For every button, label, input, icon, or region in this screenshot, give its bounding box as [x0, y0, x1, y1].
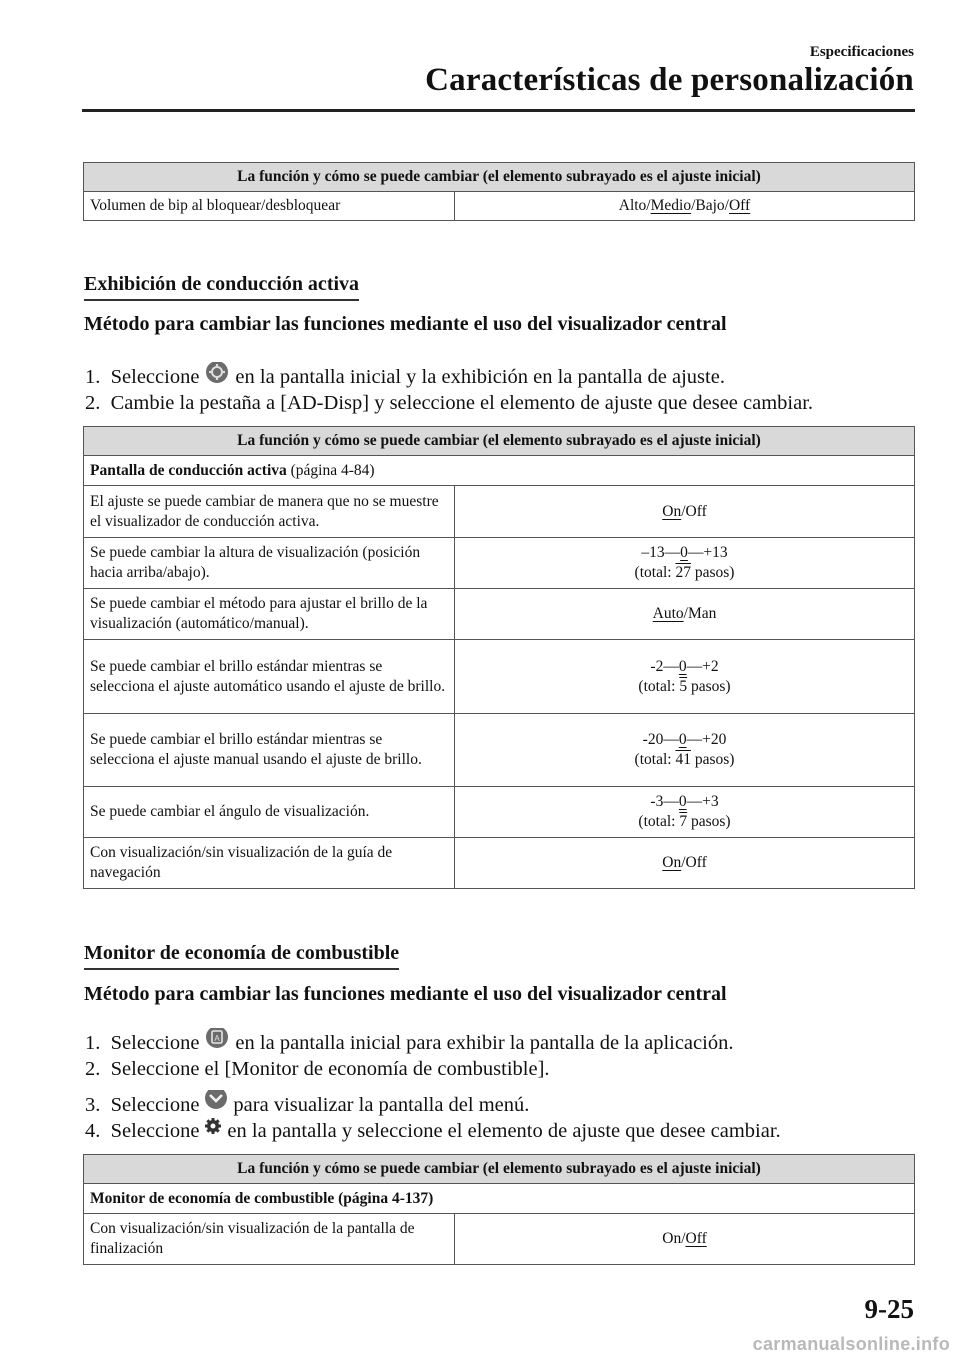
row-label: Volumen de bip al bloquear/desbloquear: [84, 192, 455, 221]
step-2: 2. Seleccione el [Monitor de economía de combustible].: [85, 1058, 550, 1080]
table-row-desc: Se puede cambiar la altura de visualización (posición hacia arriba/abajo).: [84, 538, 455, 589]
table-row-desc: Se puede cambiar el ángulo de visualización.: [84, 787, 455, 838]
settings-gear-icon: [202, 362, 232, 392]
step-1: 1. Seleccione en la pantalla inicial y la exhibición en la pantalla de ajuste.: [85, 362, 725, 392]
table-header: La función y cómo se puede cambiar (el elemento subrayado es el ajuste inicial): [84, 163, 915, 192]
section-heading-active-driving-display: Exhibición de conducción activa: [84, 273, 359, 301]
watermark: carmanualsonline.info: [752, 1334, 950, 1354]
table-beep-volume: [83, 162, 915, 221]
table-row-value: Auto/Man: [455, 589, 915, 640]
svg-text:A: A: [214, 1034, 221, 1043]
section-heading-fuel-economy-monitor: Monitor de economía de combustible: [84, 942, 399, 970]
table-row-desc: Con visualización/sin visualización de la pantalla de finalización: [84, 1214, 455, 1265]
row-value: Alto/Medio/Bajo/Off: [455, 192, 915, 221]
table-section-row: Monitor de economía de combustible (página 4-137): [84, 1184, 915, 1214]
table-row-desc: El ajuste se puede cambiar de manera que no se muestre el visualizador de conducción activa.: [84, 486, 455, 538]
table-row-desc: Se puede cambiar el método para ajustar el brillo de la visualización (automático/manual).: [84, 589, 455, 640]
step-3: 3. Seleccione para visualizar la pantalla del menú.: [85, 1090, 529, 1120]
method-heading: Método para cambiar las funciones mediante el uso del visualizador central: [84, 983, 727, 1005]
table-row-value: -2—0—+2 (total: 5 pasos): [455, 640, 915, 714]
table-row-value: -20—0—+20 (total: 41 pasos): [455, 714, 915, 787]
table-header: La función y cómo se puede cambiar (el elemento subrayado es el ajuste inicial): [84, 1155, 915, 1184]
table-row-desc: Con visualización/sin visualización de la guía de navegación: [84, 838, 455, 889]
table-row-value: On/Off: [455, 1214, 915, 1265]
step-4: 4. Seleccione en la pantalla y seleccione el elemento de ajuste que desee cambiar.: [85, 1118, 781, 1146]
gear-icon: [202, 1118, 224, 1146]
table-fuel-economy-monitor: [83, 1154, 915, 1265]
method-heading: Método para cambiar las funciones mediante el uso del visualizador central: [84, 313, 727, 335]
table-row-value: On/Off: [455, 838, 915, 889]
table-header: La función y cómo se puede cambiar (el elemento subrayado es el ajuste inicial): [84, 427, 915, 456]
step-2: 2. Cambie la pestaña a [AD-Disp] y seleccione el elemento de ajuste que desee cambiar.: [85, 392, 814, 414]
table-row-value: –13—0—+13 (total: 27 pasos): [455, 538, 915, 589]
table-row-desc: Se puede cambiar el brillo estándar mientras se selecciona el ajuste manual usando el ajuste de brillo.: [84, 714, 455, 787]
table-row-value: -3—0—+3 (total: 7 pasos): [455, 787, 915, 838]
page-number: 9-25: [864, 1294, 914, 1324]
applications-icon: [202, 1028, 232, 1058]
page-title: Características de personalización: [425, 62, 914, 98]
chapter-label: Especificaciones: [809, 44, 914, 60]
chevron-down-icon: [202, 1090, 230, 1120]
table-section-row: Pantalla de conducción activa (página 4-84): [84, 456, 915, 486]
table-active-driving-display: [83, 426, 915, 889]
table-row-value: On/Off: [455, 486, 915, 538]
table-row-desc: Se puede cambiar el brillo estándar mientras se selecciona el ajuste automático usando el ajuste de brillo.: [84, 640, 455, 714]
step-1: 1. Seleccione A en la pantalla inicial para exhibir la pantalla de la aplicación.: [85, 1028, 733, 1058]
header-rule: [82, 109, 915, 112]
